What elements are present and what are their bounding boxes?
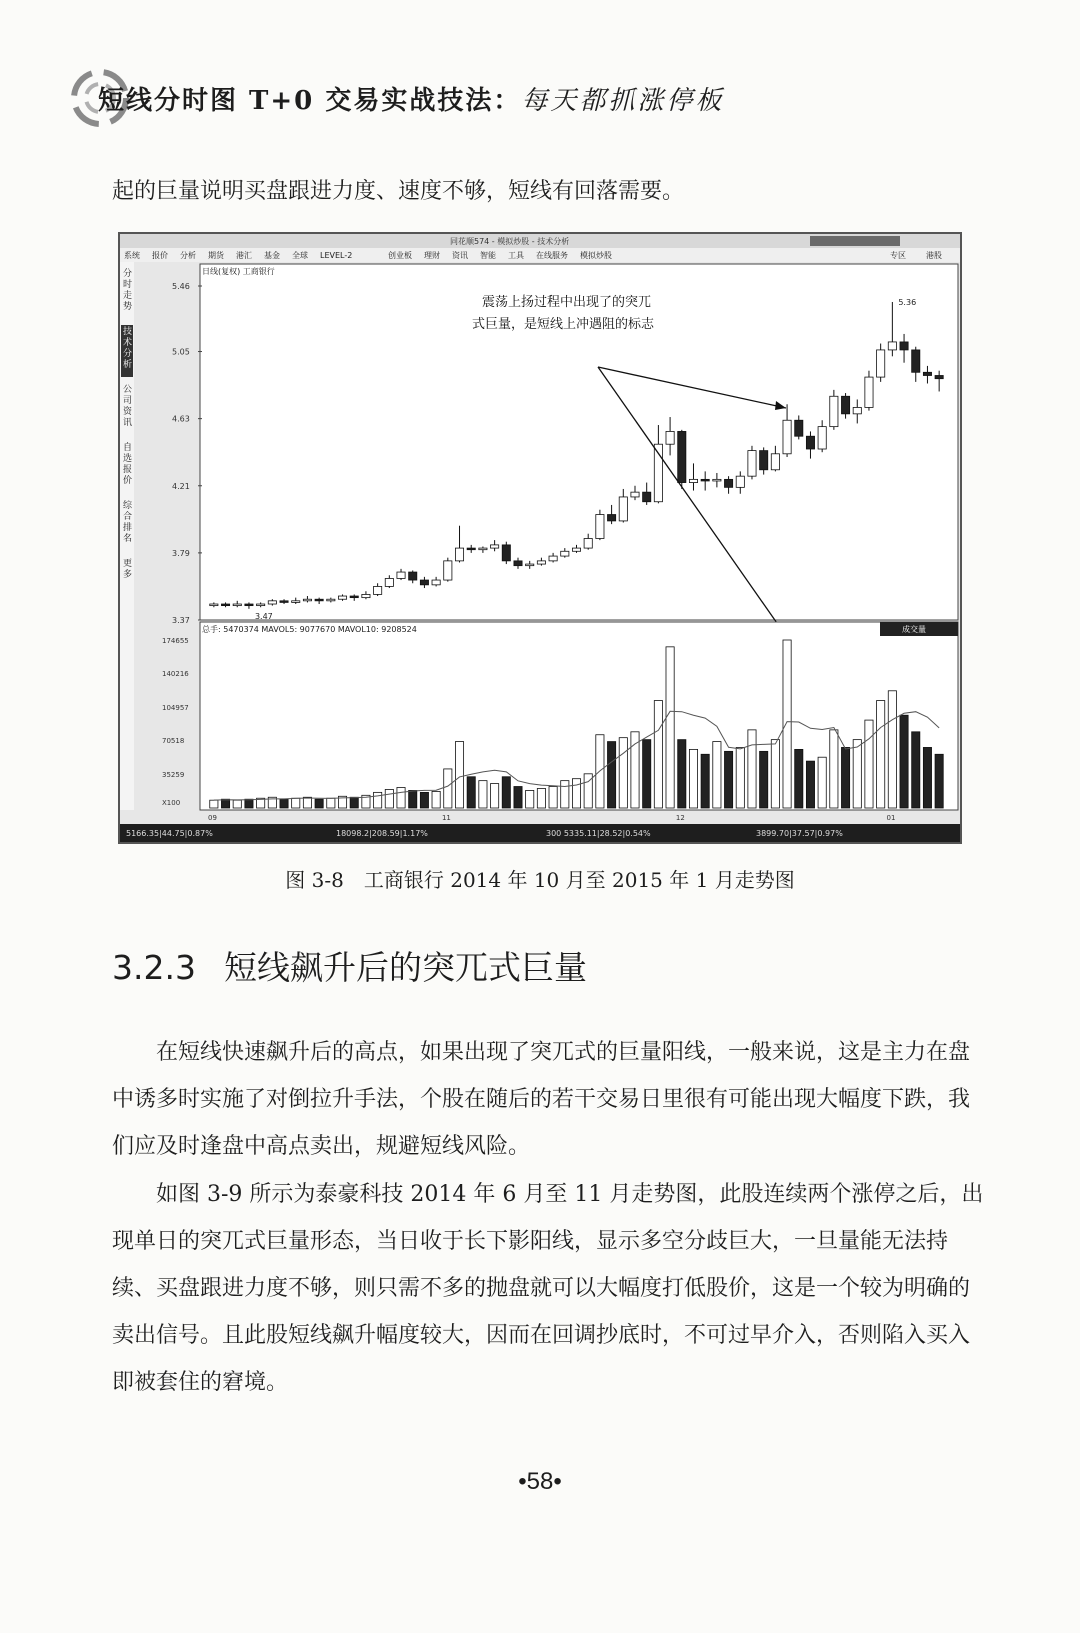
candle-body-down bbox=[245, 604, 253, 606]
volume-bar bbox=[748, 730, 756, 808]
candle-body-up bbox=[853, 407, 861, 413]
candle-body-down bbox=[912, 350, 920, 372]
volume-bar bbox=[502, 777, 510, 808]
volume-bar bbox=[221, 799, 229, 808]
volume-bar bbox=[537, 788, 545, 808]
stock-software-screenshot bbox=[118, 232, 962, 844]
volume-bar bbox=[327, 798, 335, 808]
volume-bar bbox=[210, 800, 218, 808]
side-tab-char: 合 bbox=[123, 512, 133, 522]
candle-body-up bbox=[666, 431, 674, 444]
volume-bar bbox=[385, 789, 393, 808]
volume-bar bbox=[666, 647, 674, 808]
menu-item[interactable]: 港汇 bbox=[236, 251, 252, 260]
volume-bar bbox=[935, 754, 943, 808]
volume-bar bbox=[397, 787, 405, 808]
side-tab-char: 价 bbox=[123, 476, 133, 486]
volume-bar bbox=[654, 701, 662, 808]
volume-tag: 成交量 bbox=[902, 625, 926, 634]
right-menu-item[interactable]: 港股 bbox=[926, 251, 942, 260]
side-tab-char: 自 bbox=[123, 443, 133, 453]
candle bbox=[678, 430, 686, 489]
candle-body-down bbox=[795, 420, 803, 436]
candle-body-up bbox=[233, 604, 241, 606]
volume-bar bbox=[724, 751, 732, 808]
menu-item[interactable]: 模拟炒股 bbox=[580, 251, 612, 260]
side-tab-char: 析 bbox=[123, 360, 133, 370]
volume-bar bbox=[409, 790, 417, 808]
menu-item[interactable]: 资讯 bbox=[452, 251, 468, 260]
candle-body-up bbox=[338, 596, 346, 599]
volume-bar bbox=[572, 779, 580, 808]
volume-tick: 104957 bbox=[162, 704, 189, 713]
candle-body-up bbox=[888, 342, 896, 350]
price-tick: 5.46 bbox=[172, 282, 190, 291]
volume-bar bbox=[841, 747, 849, 808]
side-tab-char: 分 bbox=[123, 349, 133, 359]
side-tab-char: 讯 bbox=[123, 418, 133, 428]
candle-body-up bbox=[397, 572, 405, 578]
side-tab-char: 选 bbox=[123, 454, 133, 464]
candle-body-up bbox=[385, 578, 393, 586]
candle-body-down bbox=[608, 515, 616, 521]
status-segment: 300 5335.11|28.52|0.54% bbox=[546, 829, 651, 838]
candle-body-up bbox=[584, 538, 592, 548]
candle-body-down bbox=[420, 580, 428, 585]
candle-body-up bbox=[865, 377, 873, 407]
candle-body-down bbox=[678, 431, 686, 482]
candle-body-up bbox=[572, 548, 580, 551]
side-tab-char: 分 bbox=[123, 269, 133, 279]
volume-bar bbox=[280, 799, 288, 808]
status-segment: 5166.35|44.75|0.87% bbox=[126, 829, 213, 838]
volume-bar bbox=[432, 791, 440, 808]
price-axis bbox=[172, 282, 202, 625]
side-tab-char: 势 bbox=[123, 302, 133, 312]
book-title bbox=[98, 80, 724, 117]
volume-bar bbox=[479, 781, 487, 808]
side-tab-char: 走 bbox=[123, 291, 133, 301]
candle-body-down bbox=[315, 599, 323, 601]
volume-bar bbox=[830, 730, 838, 808]
volume-bar bbox=[292, 798, 300, 808]
side-tab-char: 排 bbox=[123, 523, 133, 533]
side-tab-char: 更 bbox=[123, 559, 133, 569]
candle-body-up bbox=[537, 561, 545, 564]
volume-bar bbox=[549, 787, 557, 808]
right-menu-item[interactable]: 专区 bbox=[890, 251, 906, 260]
volume-bar bbox=[233, 800, 241, 808]
candle-body-down bbox=[806, 436, 814, 449]
candle bbox=[830, 390, 838, 430]
low-price-label: 3.47 bbox=[254, 611, 273, 621]
side-tab-char: 技 bbox=[123, 327, 133, 337]
menu-item[interactable]: 报价 bbox=[152, 251, 168, 260]
running-header bbox=[62, 60, 1022, 150]
volume-tick: 35259 bbox=[162, 771, 185, 780]
candle-body-up bbox=[257, 604, 265, 606]
candle-body-down bbox=[221, 604, 229, 606]
candle-body-up bbox=[783, 420, 791, 454]
volume-bar bbox=[420, 792, 428, 808]
month-tick: 12 bbox=[675, 814, 685, 822]
candle-body-down bbox=[280, 601, 288, 603]
volume-bar bbox=[795, 749, 803, 808]
window-title: 同花顺574 - 模拟炒股 - 技术分析 bbox=[450, 237, 570, 246]
side-tab[interactable] bbox=[121, 325, 133, 377]
candle-body-up bbox=[771, 454, 779, 470]
candle-body-down bbox=[841, 396, 849, 414]
volume-bar bbox=[561, 781, 569, 808]
volume-bar bbox=[865, 720, 873, 808]
volume-bar bbox=[444, 769, 452, 808]
volume-tick: 174655 bbox=[162, 637, 189, 645]
candle-body-up bbox=[736, 476, 744, 487]
volume-bar bbox=[514, 787, 522, 808]
side-tab-char: 公 bbox=[123, 385, 133, 395]
annotation-line2: 式巨量，是短线上冲遇阻的标志 bbox=[472, 317, 655, 332]
side-tab-char: 时 bbox=[123, 280, 133, 290]
volume-bar bbox=[783, 640, 791, 808]
candle-body-up bbox=[432, 580, 440, 585]
side-tab-char: 术 bbox=[123, 338, 133, 348]
candle-body-up bbox=[455, 548, 463, 561]
menu-item[interactable]: 创业板 bbox=[388, 251, 412, 260]
body-paragraph-1: 在短线快速飙升后的高点，如果出现了突兀式的巨量阳线，一般来说，这是主力在盘中诱多时实施了对倒拉升手法，个股在随后的若干交易日里很有可能出现大幅度下跌，我们应及时逢盘中高点卖出，规避短线风险。 bbox=[112, 1040, 971, 1159]
candle-body-up bbox=[830, 396, 838, 426]
volume-bar bbox=[912, 732, 920, 808]
candle-body-down bbox=[935, 375, 943, 378]
menu-item[interactable]: 系统 bbox=[124, 251, 140, 260]
candle-body-up bbox=[444, 561, 452, 580]
candle-body-up bbox=[303, 599, 311, 601]
menu-item[interactable]: 期货 bbox=[208, 251, 224, 260]
candle-body-up bbox=[561, 551, 569, 556]
candle bbox=[502, 542, 510, 564]
candle bbox=[748, 446, 756, 480]
status-segment: 18098.2|208.59|1.17% bbox=[336, 829, 428, 838]
volume-bar bbox=[455, 742, 463, 808]
volume-bar bbox=[900, 715, 908, 808]
volume-bar bbox=[923, 747, 931, 808]
candle-body-down bbox=[502, 545, 510, 561]
volume-bar bbox=[736, 747, 744, 808]
volume-bar bbox=[245, 799, 253, 808]
volume-bar bbox=[853, 740, 861, 808]
candle-body-up bbox=[479, 548, 487, 550]
menu-item[interactable]: 理财 bbox=[424, 251, 440, 260]
menu-item[interactable]: 基金 bbox=[264, 251, 280, 260]
candle-body-down bbox=[724, 479, 732, 487]
book-title-main: 短线分时图 T+0 交易实战技法： bbox=[98, 86, 522, 116]
price-tick: 4.63 bbox=[172, 414, 190, 424]
price-tick: 3.79 bbox=[172, 548, 190, 558]
volume-bar bbox=[818, 757, 826, 808]
titlebar-buttons[interactable] bbox=[810, 236, 900, 246]
book-title-sub: 每天都抓涨停板 bbox=[521, 86, 725, 116]
candle-body-up bbox=[526, 564, 534, 566]
volume-bar bbox=[678, 740, 686, 808]
price-tick: 5.05 bbox=[172, 347, 190, 357]
month-tick: 11 bbox=[441, 814, 451, 822]
price-tick: 4.21 bbox=[172, 481, 190, 491]
candle-body-down bbox=[467, 548, 475, 550]
side-tab-char: 报 bbox=[123, 465, 133, 475]
candle-body-down bbox=[643, 492, 651, 502]
menu-item[interactable]: LEVEL-2 bbox=[320, 251, 353, 260]
candle bbox=[444, 558, 452, 582]
candle-body-down bbox=[409, 572, 417, 580]
figure-caption: 图 3-8 工商银行 2014 年 10 月至 2015 年 1 月走势图 bbox=[285, 868, 795, 892]
side-tab-char: 司 bbox=[123, 396, 133, 406]
candle-body-up bbox=[362, 594, 370, 597]
volume-bar bbox=[888, 691, 896, 808]
status-segment: 3899.70|37.57|0.97% bbox=[756, 829, 843, 838]
candle-body-up bbox=[713, 479, 721, 481]
candle-body-down bbox=[923, 372, 931, 375]
volume-tick: 140216 bbox=[162, 670, 189, 679]
volume-bar bbox=[877, 701, 885, 808]
intro-paragraph: 起的巨量说明买盘跟进力度、速度不够，短线有回落需要。 bbox=[112, 179, 685, 204]
volume-bar bbox=[608, 742, 616, 808]
candle-body-down bbox=[760, 451, 768, 470]
candle-body-down bbox=[701, 479, 709, 481]
candle-body-down bbox=[514, 561, 522, 566]
volume-tick: 70518 bbox=[162, 737, 185, 746]
menu-item[interactable]: 全球 bbox=[292, 251, 308, 260]
month-axis bbox=[208, 814, 895, 822]
side-tab-char: 多 bbox=[123, 570, 133, 580]
candle-body-up bbox=[268, 601, 276, 604]
volume-bar bbox=[631, 732, 639, 808]
side-tab-char: 资 bbox=[123, 407, 133, 417]
chart-label: 日线(复权) 工商银行 bbox=[202, 267, 275, 276]
high-price-label: 5.36 bbox=[898, 297, 917, 307]
section-number: 3.2.3 bbox=[112, 948, 196, 987]
page-number: •58• bbox=[518, 1468, 562, 1495]
price-tick: 3.37 bbox=[172, 616, 190, 625]
candle-body-up bbox=[877, 350, 885, 377]
candle-body-down bbox=[900, 342, 908, 350]
candle-body-up bbox=[689, 479, 697, 482]
volume-label: 总手: 5470374 MAVOL5: 9077670 MAVOL10: 9208524 bbox=[202, 625, 417, 634]
menu-item[interactable]: 分析 bbox=[180, 251, 196, 260]
month-tick: 09 bbox=[208, 814, 217, 822]
volume-bar bbox=[760, 751, 768, 808]
side-tab-char: 名 bbox=[123, 534, 133, 544]
candle bbox=[596, 510, 604, 540]
candle-body-up bbox=[748, 451, 756, 477]
candle-body-up bbox=[596, 515, 604, 539]
volume-tick: X100 bbox=[162, 799, 181, 807]
volume-bar bbox=[526, 790, 534, 808]
volume-bar bbox=[771, 740, 779, 808]
candle-body-up bbox=[818, 427, 826, 449]
month-tick: 01 bbox=[886, 814, 896, 822]
annotation-line1: 震荡上扬过程中出现了的突兀 bbox=[482, 295, 652, 310]
candle-body-up bbox=[210, 604, 218, 606]
volume-bar bbox=[619, 738, 627, 808]
candle-body-up bbox=[374, 586, 382, 594]
candle-body-up bbox=[631, 492, 639, 497]
side-tab[interactable] bbox=[123, 499, 133, 544]
volume-bar bbox=[713, 742, 721, 808]
volume-bar bbox=[467, 777, 475, 808]
volume-axis bbox=[162, 637, 189, 807]
candle-body-up bbox=[549, 556, 557, 561]
menu-item[interactable]: 工具 bbox=[508, 251, 524, 260]
candle-body-up bbox=[619, 497, 627, 521]
volume-bar bbox=[303, 797, 311, 808]
volume-bar bbox=[350, 797, 358, 808]
volume-bar bbox=[643, 740, 651, 808]
volume-bar bbox=[315, 799, 323, 808]
candle-body-up bbox=[491, 545, 499, 548]
menu-item[interactable]: 在线服务 bbox=[536, 251, 568, 260]
side-tab[interactable] bbox=[123, 267, 132, 312]
volume-bar bbox=[374, 792, 382, 808]
section-heading bbox=[112, 942, 587, 989]
menu-item[interactable]: 智能 bbox=[480, 251, 496, 260]
candle-body-up bbox=[292, 601, 300, 603]
volume-bar bbox=[701, 754, 709, 808]
side-tab[interactable] bbox=[123, 441, 132, 486]
candle-body-up bbox=[327, 599, 335, 601]
candle-body-down bbox=[350, 596, 358, 598]
volume-bar bbox=[689, 749, 697, 808]
side-tab-char: 综 bbox=[123, 501, 133, 511]
body-paragraph-2: 如图 3-9 所示为泰豪科技 2014 年 6 月至 11 月走势图，此股连续两个涨停之后，出现单日的突兀式巨量形态，当日收于长下影阳线，显示多空分歧巨大，一旦量能无法持续、买盘跟进力度不够，则只需不多的抛盘就可以大幅度打低股价，这是一个较为明确的卖出信号。且此股短线飙升幅度较大，因而在回调抄底时，不可过早介入，否则陷入买入即被套住的窘境。 bbox=[112, 1182, 984, 1395]
candle bbox=[865, 371, 873, 411]
volume-bar bbox=[491, 784, 499, 808]
stock-chart-figure bbox=[120, 234, 960, 842]
volume-bar bbox=[806, 761, 814, 808]
section-title: 短线飙升后的突兀式巨量 bbox=[223, 948, 587, 987]
